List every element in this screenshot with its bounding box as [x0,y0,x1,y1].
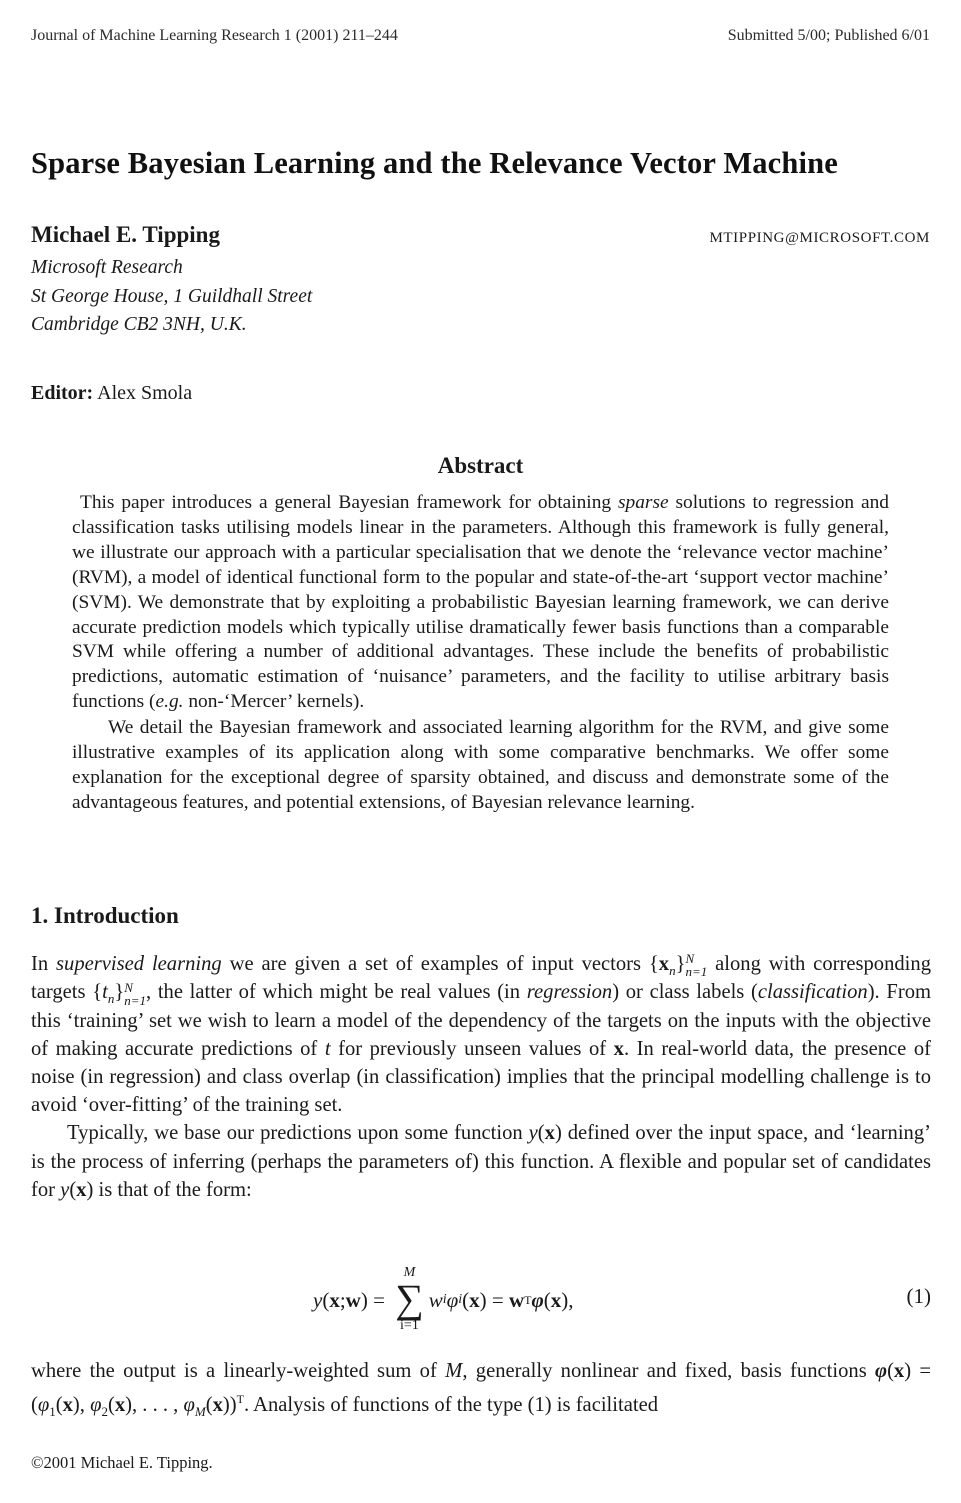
intro-paragraph-2 [31,1119,931,1204]
math-symbol: y [313,1287,323,1312]
math-text: ), [561,1287,574,1312]
text-run: ) or class labels ( [612,981,758,1004]
text-run: ) = ( [31,1360,931,1417]
text-run: ( [205,1394,213,1417]
math-symbol: φ [183,1394,195,1417]
sum-sign: ∑ [395,1276,424,1321]
author-affiliation [31,254,312,340]
text-run: solutions to regression and classification tasks utilising models linear in the parameters. Although this framework is fully general, we illustrate our approach with a particular specialisation that we denote the ‘relevance vector machine’ (RVM), a model of identical functional form to the popular and state-of-the-art ‘support vector machine’ (SVM). We demonstrate that by exploiting a probabilistic Bayesian learning framework, we can derive accurate prediction models which typically utilise dramatically fewer basis functions than a comparable SVM while offering a number of additional advantages. These include the benefits of probabilistic predictions, automatic estimation of ‘nuisance’ parameters, and the facility to utilise arbitrary basis functions ( [72,492,889,713]
editor-line [31,382,192,405]
math-subscript: i [442,1292,447,1307]
sum-upper-limit: M [403,1265,416,1280]
text-run: we are given a set of examples of input vectors { [221,953,659,975]
math-vector: x [469,1287,480,1312]
text-run: ). From this ‘training’ set we wish to learn a model of the dependency of the targets on the inputs with the objective of making accurate predictions of [31,981,932,1060]
running-header [31,27,930,45]
math-text: ) = [360,1287,391,1312]
text-run: ( [55,1394,63,1417]
intro-body [31,950,931,1204]
math-symbol: w [428,1287,443,1312]
math-vector: x [212,1394,223,1417]
author-block [31,222,930,248]
text-run: ) defined over the input space, and ‘learning’ is the process of inferring (perhaps the parameters of) this function. A flexible and popular set of candidates for [31,1122,931,1201]
text-run: , the latter of which might be real values (in [146,981,527,1004]
affiliation-line: St George House, 1 Guildhall Street [31,285,313,307]
math-text: ( [543,1287,551,1312]
math-vector: w [508,1287,525,1312]
text-run: . Analysis of functions of the type (1) is facilitated [243,1394,659,1417]
emphasis-text: supervised learning [56,953,222,975]
math-superscript: N [124,979,133,995]
text-run: ), [72,1394,91,1417]
math-subscript: n=1 [685,964,708,980]
math-vector: x [62,1394,73,1417]
text-run: where the output is a linearly-weighted sum of [31,1360,446,1382]
emphasis-text: sparse [617,492,669,513]
text-run: ( [537,1122,545,1145]
math-vector: x [613,1037,624,1060]
text-run: non-‘Mercer’ kernels). [183,691,365,713]
author-email: MTIPPING@MICROSOFT.COM [709,230,930,246]
emphasis-text: e.g. [155,691,184,713]
math-vector: φ [875,1360,888,1382]
text-run: , generally nonlinear and fixed, basis functions [462,1360,876,1382]
math-subscript: 2 [101,1404,108,1420]
math-vector: x [550,1287,562,1312]
math-vector: φ [531,1287,544,1312]
math-subscript: i [458,1292,463,1307]
math-text: ; [339,1287,346,1312]
affiliation-line: Cambridge CB2 3NH, U.K. [31,314,247,335]
math-symbol: M [445,1360,463,1382]
math-symbol: φ [446,1287,459,1312]
math-subscript: 1 [49,1404,56,1420]
author-name: Michael E. Tipping [31,222,220,247]
text-run: This paper introduces a general Bayesian framework for obtaining [80,492,618,513]
intro-paragraph-1 [31,950,931,1119]
emphasis-text: regression [526,981,613,1004]
equation-1 [31,1262,931,1338]
math-text: ( [322,1287,330,1312]
equation-body [313,1262,574,1338]
math-subscript: n [107,991,115,1007]
text-run: ), . . . , [125,1394,184,1417]
text-run: ( [887,1360,894,1382]
paper-title: Sparse Bayesian Learning and the Relevance Vector Machine [31,146,838,180]
text-run: )) [222,1394,237,1417]
text-run: ( [69,1178,77,1201]
math-symbol: y [60,1178,70,1201]
editor-name: Alex Smola [97,382,193,404]
journal-citation: Journal of Machine Learning Research 1 (2001) 211–244 [31,27,398,44]
text-run: ) is that of the form: [86,1178,252,1201]
math-vector: x [76,1178,87,1201]
intro-paragraph-3 [31,1357,931,1426]
math-text: ) = [479,1287,509,1312]
sum-lower-limit: i=1 [400,1318,419,1333]
abstract-paragraph-2: We detail the Bayesian framework and associated learning algorithm for the RVM, and give some illustrative examples of its application along with some comparative benchmarks. We offer some explanation for the exceptional degree of sparsity obtained, and discuss and demonstrate some of the advantageous features, and potential extensions, of Bayesian relevance learning. [72,717,889,813]
math-vector: x [114,1394,126,1417]
abstract-paragraph-1 [72,491,889,715]
math-subscript: n=1 [124,992,146,1008]
submission-dates: Submitted 5/00; Published 6/01 [727,27,930,44]
math-subscript: M [194,1404,206,1420]
math-vector: x [544,1122,555,1145]
math-superscript: T [236,1392,244,1407]
summation [395,1266,424,1334]
math-superscript: N [685,951,695,967]
section-heading: 1. Introduction [31,903,179,928]
math-symbol: t [324,1037,331,1060]
text-run: } [114,981,125,1004]
math-text: ( [462,1287,470,1312]
text-run: } [675,953,686,975]
emphasis-text: classification [757,981,868,1004]
abstract-heading: Abstract [437,453,524,478]
text-run: In [31,953,57,975]
math-symbol: t [102,981,108,1004]
text-run: for previously unseen values of [330,1037,614,1060]
math-subscript: n [669,963,676,979]
math-symbol: y [528,1122,538,1145]
text-run: ( [107,1394,115,1417]
copyright-footer: ©2001 Michael E. Tipping. [31,1453,213,1472]
text-run: Typically, we base our predictions upon some function [67,1122,529,1145]
text-run: . In real-world data, the presence of noise (in regression) and class overlap (in classification) implies that the principal modelling challenge is to avoid ‘over-fitting’ of the training set. [31,1037,931,1117]
math-symbol: φ [37,1394,50,1417]
editor-label: Editor: [31,382,94,404]
math-vector: x [329,1287,340,1312]
affiliation-line: Microsoft Research [31,257,183,278]
intro-continuation [31,1357,931,1426]
equation-number: (1) [906,1284,931,1308]
math-symbol: φ [90,1394,102,1417]
math-vector: x [893,1360,905,1382]
text-run: along with corresponding targets { [31,953,931,1004]
math-vector: x [658,953,670,975]
abstract-body [72,491,889,816]
math-vector: w [345,1287,361,1312]
math-superscript: T [524,1292,532,1307]
